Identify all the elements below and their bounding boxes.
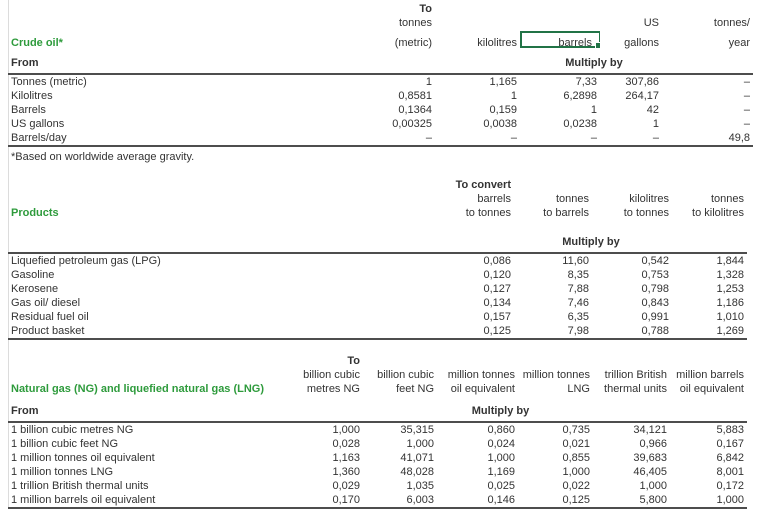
column-header[interactable]: tonnes/ <box>713 17 750 29</box>
multiply-by-label <box>290 396 747 422</box>
value-cell[interactable]: 0,542 <box>641 255 669 267</box>
value-cell[interactable]: 0,798 <box>641 283 669 295</box>
table-row <box>8 253 747 268</box>
natural-gas-table <box>8 354 747 509</box>
value-cell[interactable]: 0,127 <box>483 283 511 295</box>
value-cell[interactable]: 1,165 <box>489 76 517 88</box>
value-cell[interactable]: – <box>435 131 520 146</box>
multiply-by-text: Multiply by <box>565 57 623 69</box>
to-convert-label[interactable]: To <box>347 355 360 367</box>
row-label-cell[interactable]: 1 billion cubic metres NG <box>11 424 134 436</box>
row-label-cell[interactable]: Liquefied petroleum gas (LPG) <box>11 255 161 267</box>
row-label-cell[interactable]: Gasoline <box>11 269 55 281</box>
value-cell[interactable]: 0,125 <box>518 493 593 508</box>
value-cell[interactable]: 1,000 <box>487 452 515 464</box>
value-cell[interactable]: 0,1364 <box>398 104 432 116</box>
value-cell[interactable]: 0,134 <box>483 297 511 309</box>
value-cell[interactable]: 7,33 <box>575 76 597 88</box>
spacer-cell <box>8 220 747 236</box>
spacer-cell[interactable] <box>8 236 435 253</box>
value-cell[interactable]: 0,855 <box>562 452 590 464</box>
row-label-cell[interactable]: Tonnes (metric) <box>11 76 87 88</box>
header-cell[interactable] <box>672 178 747 192</box>
value-cell[interactable]: 1,328 <box>716 269 744 281</box>
value-cell[interactable]: 8,35 <box>567 269 589 281</box>
header-cell[interactable] <box>520 16 600 30</box>
value-cell[interactable]: 46,405 <box>633 466 667 478</box>
column-header[interactable]: oil equivalent <box>450 383 515 395</box>
value-cell[interactable]: – <box>520 131 600 146</box>
header-row <box>8 30 753 50</box>
row-label-cell[interactable]: Residual fuel oil <box>11 311 89 323</box>
column-header[interactable]: thermal units <box>604 383 667 395</box>
header-row <box>8 354 747 368</box>
spacer-cell[interactable] <box>340 50 435 74</box>
header-cell[interactable] <box>592 178 672 192</box>
value-cell[interactable]: 5,800 <box>593 493 670 508</box>
value-cell[interactable]: 6,2898 <box>563 90 597 102</box>
value-cell[interactable]: 1,000 <box>406 438 434 450</box>
table-row <box>8 310 747 324</box>
from-label[interactable]: From <box>8 396 290 422</box>
footnote: *Based on worldwide average gravity. <box>11 151 195 163</box>
from-row <box>8 236 747 253</box>
column-header[interactable]: (metric) <box>394 37 432 49</box>
value-cell[interactable]: 48,028 <box>400 466 434 478</box>
column-header[interactable]: feet NG <box>396 383 434 395</box>
column-header[interactable]: US <box>643 17 659 29</box>
header-row <box>8 206 747 220</box>
value-cell[interactable]: 0,028 <box>332 438 360 450</box>
column-header[interactable]: kilolitres <box>629 193 669 205</box>
column-header[interactable]: billion cubic <box>303 369 360 381</box>
spacer-cell[interactable] <box>8 354 290 368</box>
header-cell[interactable] <box>435 16 520 30</box>
value-cell[interactable]: – <box>743 118 750 130</box>
table-row <box>8 103 753 117</box>
table-row <box>8 282 747 296</box>
value-cell[interactable]: 7,46 <box>567 297 589 309</box>
value-cell[interactable]: 34,121 <box>633 424 667 436</box>
from-row <box>8 50 753 74</box>
value-cell[interactable]: – <box>743 90 750 102</box>
table-row <box>8 74 753 89</box>
value-cell[interactable]: 0,170 <box>290 493 363 508</box>
header-row <box>8 368 747 382</box>
header-cell[interactable] <box>662 2 753 16</box>
header-cell[interactable] <box>518 354 593 368</box>
value-cell[interactable]: 0,8581 <box>398 90 432 102</box>
table-row <box>8 465 747 479</box>
value-cell[interactable]: 1 <box>510 90 517 102</box>
multiply-by-text: Multiply by <box>471 405 530 417</box>
value-cell[interactable]: 8,001 <box>716 466 744 478</box>
column-header[interactable]: tonnes <box>710 193 744 205</box>
row-label-cell[interactable]: Kerosene <box>11 283 59 295</box>
header-row <box>8 16 753 30</box>
natural-gas-section <box>8 354 759 509</box>
multiply-by-text: Multiply by <box>562 236 620 248</box>
value-cell[interactable]: 1 <box>425 76 432 88</box>
value-cell[interactable]: 0,966 <box>639 438 667 450</box>
value-cell[interactable]: 6,35 <box>567 311 589 323</box>
value-cell[interactable]: 6,003 <box>363 493 437 508</box>
value-cell[interactable]: 0,146 <box>437 493 518 508</box>
value-cell[interactable]: – <box>600 131 662 146</box>
table-title[interactable]: Products <box>11 207 59 219</box>
header-cell[interactable] <box>593 354 670 368</box>
row-label-cell[interactable]: Gas oil/ diesel <box>11 297 81 309</box>
value-cell[interactable]: 1,035 <box>406 480 434 492</box>
value-cell[interactable]: 0,0038 <box>483 118 517 130</box>
value-cell[interactable]: 0,029 <box>332 480 360 492</box>
value-cell[interactable]: – <box>743 104 750 116</box>
value-cell[interactable]: 0,753 <box>641 269 669 281</box>
value-cell[interactable]: 0,157 <box>483 311 511 323</box>
value-cell[interactable]: 1,186 <box>716 297 744 309</box>
spacer-cell[interactable] <box>8 178 435 192</box>
table-title[interactable]: Natural gas (NG) and liquefied natural gas (LNG) <box>11 383 265 395</box>
header-row <box>8 192 747 206</box>
header-row <box>8 178 747 192</box>
value-cell[interactable]: 5,883 <box>716 424 744 436</box>
table-row <box>8 422 747 437</box>
value-cell[interactable]: 41,071 <box>400 452 434 464</box>
table-row <box>8 296 747 310</box>
value-cell[interactable]: 1 <box>590 104 597 116</box>
header-cell[interactable] <box>437 354 518 368</box>
from-label[interactable]: From <box>8 50 340 74</box>
value-cell[interactable]: 1,269 <box>672 324 747 339</box>
multiply-by-label <box>435 236 747 253</box>
header-cell[interactable] <box>670 354 747 368</box>
row-label-cell[interactable]: Barrels/day <box>8 131 340 146</box>
value-cell[interactable]: 1,163 <box>332 452 360 464</box>
header-cell[interactable] <box>363 354 437 368</box>
value-cell[interactable]: 0,024 <box>487 438 515 450</box>
value-cell[interactable]: 0,00325 <box>392 118 432 130</box>
to-convert-label[interactable]: To <box>419 3 432 15</box>
value-cell[interactable]: 1,000 <box>332 424 360 436</box>
value-cell[interactable]: 264,17 <box>625 90 659 102</box>
header-cell[interactable] <box>435 2 520 16</box>
table-row <box>8 117 753 131</box>
spacer-cell[interactable] <box>8 368 290 382</box>
value-cell[interactable]: 11,60 <box>562 255 589 267</box>
value-cell[interactable]: 0,172 <box>716 480 744 492</box>
column-header[interactable]: to kilolitres <box>692 207 744 219</box>
column-header[interactable]: kilolitres <box>477 37 517 49</box>
column-header[interactable]: to tonnes <box>623 207 669 219</box>
spacer-cell[interactable] <box>8 16 340 30</box>
selected-cell-outline <box>520 31 600 48</box>
value-cell[interactable]: 6,842 <box>716 452 744 464</box>
column-header[interactable]: year <box>728 37 750 49</box>
column-header[interactable]: tonnes <box>398 17 432 29</box>
crude-oil-table <box>8 2 753 147</box>
header-cell[interactable] <box>520 2 600 16</box>
column-header[interactable]: barrels <box>477 193 511 205</box>
selected-cell[interactable]: barrels <box>520 30 600 50</box>
value-cell[interactable]: – <box>340 131 435 146</box>
value-cell[interactable]: 1,000 <box>562 466 590 478</box>
header-cell[interactable] <box>514 178 592 192</box>
row-label-cell[interactable]: 1 trillion British thermal units <box>11 480 149 492</box>
value-cell[interactable]: 1,000 <box>670 493 747 508</box>
row-label-cell[interactable]: Product basket <box>8 324 435 339</box>
value-cell[interactable]: 42 <box>646 104 659 116</box>
column-header[interactable]: metres NG <box>306 383 360 395</box>
value-cell[interactable]: 0,021 <box>562 438 590 450</box>
table-row <box>8 493 747 508</box>
value-cell[interactable]: 0,022 <box>562 480 590 492</box>
table-row <box>8 268 747 282</box>
value-cell[interactable]: 307,86 <box>625 76 659 88</box>
table-row <box>8 89 753 103</box>
crude-oil-section <box>8 2 759 163</box>
from-row <box>8 396 747 422</box>
value-cell[interactable]: 0,843 <box>641 297 669 309</box>
header-row <box>8 382 747 396</box>
column-header[interactable]: gallons <box>624 37 659 49</box>
spacer-cell[interactable] <box>8 2 340 16</box>
column-header[interactable]: million tonnes <box>447 369 515 381</box>
value-cell[interactable]: 0,086 <box>483 255 511 267</box>
table-title[interactable]: Crude oil* <box>11 37 63 49</box>
value-cell[interactable]: 0,167 <box>716 438 744 450</box>
column-header[interactable]: trillion British <box>604 369 667 381</box>
column-header[interactable]: to tonnes <box>465 207 511 219</box>
value-cell[interactable]: 0,0238 <box>563 118 597 130</box>
row-label-cell[interactable]: Barrels <box>11 104 46 116</box>
table-row <box>8 437 747 451</box>
value-cell[interactable]: 39,683 <box>633 452 667 464</box>
value-cell[interactable]: 1,844 <box>716 255 744 267</box>
table-row <box>8 451 747 465</box>
column-header[interactable]: million barrels <box>676 369 744 381</box>
fill-handle[interactable] <box>595 42 600 49</box>
value-cell[interactable]: 0,120 <box>483 269 511 281</box>
spacer-row <box>8 220 747 236</box>
value-cell[interactable]: 1,000 <box>639 480 667 492</box>
table-row <box>8 324 747 339</box>
value-cell[interactable]: – <box>743 76 750 88</box>
value-cell[interactable]: 49,8 <box>662 131 753 146</box>
column-header[interactable]: to barrels <box>543 207 589 219</box>
value-cell[interactable]: 35,315 <box>400 424 434 436</box>
multiply-by-label <box>435 50 753 74</box>
products-section <box>8 178 759 340</box>
column-header[interactable]: million tonnes <box>522 369 590 381</box>
table-row <box>8 131 753 146</box>
row-label-cell[interactable]: 1 million barrels oil equivalent <box>8 493 290 508</box>
value-cell[interactable]: 1,360 <box>332 466 360 478</box>
column-header[interactable]: oil equivalent <box>679 383 744 395</box>
column-header[interactable]: tonnes <box>555 193 589 205</box>
to-convert-label[interactable]: To convert <box>455 179 511 191</box>
table-row <box>8 479 747 493</box>
column-header[interactable]: LNG <box>567 383 590 395</box>
value-cell[interactable]: 7,88 <box>567 283 589 295</box>
row-label-cell[interactable]: 1 million tonnes LNG <box>11 466 114 478</box>
value-cell[interactable]: 1,253 <box>716 283 744 295</box>
value-cell[interactable]: 0,991 <box>641 311 669 323</box>
row-label-cell[interactable]: US gallons <box>11 118 65 130</box>
value-cell[interactable]: 1,169 <box>487 466 515 478</box>
products-table <box>8 178 747 340</box>
header-cell[interactable] <box>600 2 662 16</box>
value-cell[interactable]: 7,98 <box>514 324 592 339</box>
header-row <box>8 2 753 16</box>
column-header[interactable]: billion cubic <box>377 369 434 381</box>
row-label-cell[interactable]: Kilolitres <box>11 90 53 102</box>
value-cell[interactable]: 0,860 <box>487 424 515 436</box>
row-label-cell[interactable]: 1 million tonnes oil equivalent <box>11 452 155 464</box>
value-cell[interactable]: 1 <box>652 118 659 130</box>
value-cell[interactable]: 0,788 <box>592 324 672 339</box>
value-cell[interactable]: 1,010 <box>716 311 744 323</box>
spacer-cell[interactable] <box>8 192 435 206</box>
value-cell[interactable]: 0,125 <box>435 324 514 339</box>
value-cell[interactable]: 0,025 <box>487 480 515 492</box>
row-label-cell[interactable]: 1 billion cubic feet NG <box>11 438 118 450</box>
value-cell[interactable]: 0,735 <box>562 424 590 436</box>
value-cell[interactable]: 0,159 <box>489 104 517 116</box>
